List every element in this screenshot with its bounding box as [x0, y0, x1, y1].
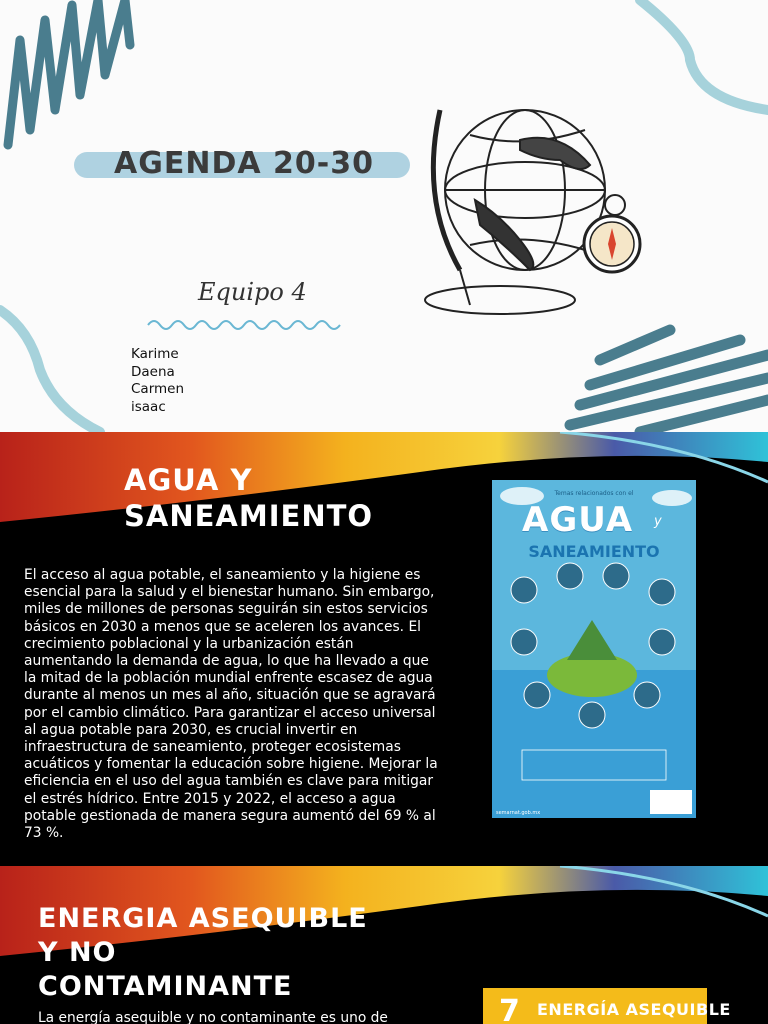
globe-icon: [425, 110, 605, 314]
wavy-underline: [148, 321, 340, 329]
agua-body: El acceso al agua potable, el saneamiento y la higiene es esencial para la salud y el bienestar humano. Sin embargo, miles de millones de personas seguirán sin estos servicios básicos en 2030 a menos que se aceleren los avances. El crecimiento poblacional y la urbanización están aumentando la demanda de agua, lo que ha llevado a que la mitad de la población mundial enfrente escasez de agua durante al menos un mes al año, situación que se agravará por el cambio climático. Para garantizar el acceso universal al agua potable para 2030, es crucial invertir en infraestructura de saneamiento, proteger ecosistemas acuáticos y fomentar la educación sobre higiene. Mejorar la eficiencia en el uso del agua también es clave para mitigar el estrés hídrico. Entre 2015 y 2022, el acceso a agua potable gestionada de manera segura aumentó del 69 % al 73 %.: [24, 567, 438, 842]
member-name: isaac: [131, 398, 166, 415]
sdg7-badge: [483, 988, 731, 1024]
slide-title: [0, 0, 768, 432]
member-name: Carmen: [131, 381, 185, 397]
slide-agua: [0, 432, 768, 866]
slide-energia: [0, 866, 768, 1024]
curve-left: [0, 310, 100, 432]
curve-top-right: [640, 0, 768, 110]
poster-y: y: [654, 514, 662, 529]
sdg7-text: ENERGÍA ASEQUIBLE: [537, 1000, 731, 1019]
agua-poster: [492, 480, 696, 818]
sdg7-number: 7: [499, 994, 520, 1024]
poster-saneamiento: SANEAMIENTO: [528, 542, 660, 561]
team-name: Equipo 4: [198, 278, 307, 306]
compass-icon: [584, 195, 640, 272]
zigzag-brush-top-left: [8, 0, 130, 145]
members-list: [131, 346, 184, 416]
brush-strokes-bottom-right: [570, 330, 768, 432]
energia-body: La energía asequible y no contaminante es uno de: [38, 1010, 388, 1024]
member-name: Karime: [131, 346, 179, 362]
poster-footer: semarnat.gob.mx: [496, 810, 541, 816]
energia-title: ENERGIA ASEQUIBLE Y NO CONTAMINANTE: [38, 903, 368, 1002]
agenda-title: AGENDA 20-30: [114, 146, 374, 181]
poster-subtitle: Temas relacionados con el: [554, 490, 634, 497]
agua-title: AGUA Y SANEAMIENTO: [124, 463, 374, 533]
member-name: Daena: [131, 363, 175, 380]
poster-agua: AGUA: [522, 500, 634, 540]
slide1-decorations: [0, 0, 768, 432]
